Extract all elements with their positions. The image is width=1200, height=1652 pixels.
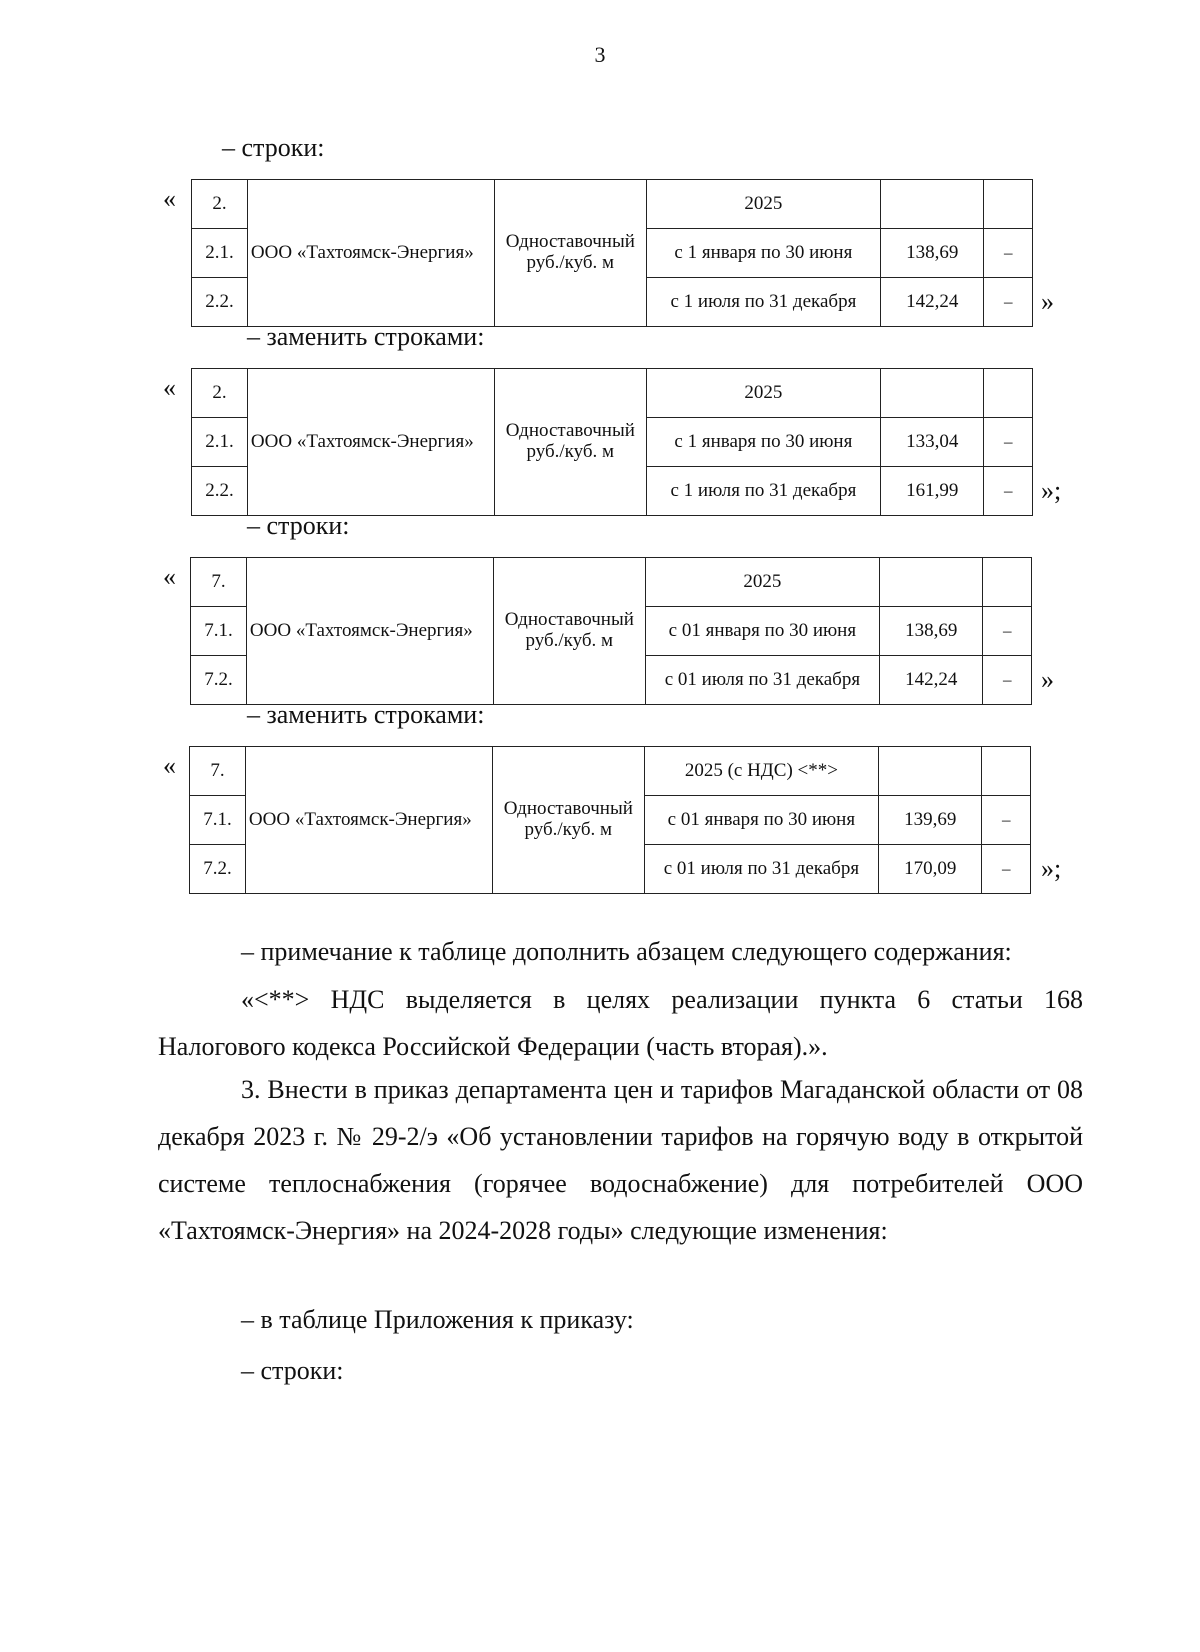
- note-text: «<**> НДС выделяется в целях реализации пункта 6 статьи 168 Налогового кодекса Российской Федерации (часть вторая).».: [158, 985, 1083, 1061]
- organization-name: ООО «Тахтоямск-Энергия»: [247, 180, 494, 327]
- note-intro: – примечание к таблице дополнить абзацем следующего содержания:: [241, 937, 1012, 966]
- row-number: 2.1.: [192, 229, 248, 278]
- in-table-line: – в таблице Приложения к приказу:: [241, 1305, 634, 1334]
- tariff-method: Одноставочный руб./куб. м: [492, 747, 644, 894]
- value-cell: [879, 747, 982, 796]
- table-row: [190, 747, 1031, 796]
- extra-cell: –: [983, 607, 1032, 656]
- section-heading: – заменить строками:: [247, 322, 485, 351]
- item-3-text: 3. Внести в приказ департамента цен и тарифов Магаданской области от 08 декабря 2023 г. № 29-2/э «Об установлении тарифов на горячую воду в открытой системе теплоснабжения (горячее водоснабжение) для потребителей ООО «Тахтоямск-Энергия» на 2024-2028 годы» следующие изменения:: [158, 1075, 1083, 1245]
- period-cell: с 1 июля по 31 декабря: [646, 278, 880, 327]
- tariff-table: [191, 179, 1033, 327]
- period-cell: с 1 июля по 31 декабря: [646, 467, 880, 516]
- value-cell: 139,69: [879, 796, 982, 845]
- extra-cell: [982, 747, 1031, 796]
- tariff-method: Одноставочный руб./куб. м: [494, 369, 646, 516]
- section-heading: – строки:: [247, 511, 350, 540]
- extra-cell: –: [984, 418, 1033, 467]
- period-cell: с 1 января по 30 июня: [646, 229, 880, 278]
- extra-cell: [984, 180, 1033, 229]
- organization-name: ООО «Тахтоямск-Энергия»: [245, 747, 492, 894]
- row-number: 2.1.: [192, 418, 248, 467]
- close-quote: »;: [1041, 854, 1062, 883]
- open-quote: «: [163, 184, 176, 213]
- table-row: [191, 558, 1032, 607]
- period-cell: с 01 января по 30 июня: [645, 607, 879, 656]
- extra-cell: –: [982, 845, 1031, 894]
- period-cell: с 1 января по 30 июня: [646, 418, 880, 467]
- row-number: 7.: [191, 558, 247, 607]
- value-cell: 142,24: [880, 656, 983, 705]
- value-cell: 170,09: [879, 845, 982, 894]
- close-quote: »: [1041, 287, 1054, 316]
- period-cell: 2025: [645, 558, 879, 607]
- organization-name: ООО «Тахтоямск-Энергия»: [247, 369, 494, 516]
- section-heading: – строки:: [222, 133, 325, 162]
- row-number: 7.1.: [190, 796, 246, 845]
- extra-cell: [984, 369, 1033, 418]
- period-cell: с 01 июля по 31 декабря: [645, 656, 879, 705]
- period-cell: с 01 июля по 31 декабря: [644, 845, 878, 894]
- table-row: [192, 180, 1033, 229]
- value-cell: 138,69: [881, 229, 984, 278]
- value-cell: 138,69: [880, 607, 983, 656]
- extra-cell: –: [984, 278, 1033, 327]
- row-number: 7.1.: [191, 607, 247, 656]
- row-number: 2.2.: [192, 467, 248, 516]
- period-cell: 2025: [646, 180, 880, 229]
- open-quote: «: [163, 373, 176, 402]
- value-cell: [881, 180, 984, 229]
- close-quote: »: [1041, 665, 1054, 694]
- organization-name: ООО «Тахтоямск-Энергия»: [246, 558, 493, 705]
- page-number: 3: [594, 42, 606, 67]
- extra-cell: –: [983, 656, 1032, 705]
- period-cell: с 01 января по 30 июня: [644, 796, 878, 845]
- row-number: 2.2.: [192, 278, 248, 327]
- table-row: [192, 369, 1033, 418]
- extra-cell: –: [982, 796, 1031, 845]
- tariff-table: [189, 746, 1031, 894]
- value-cell: 142,24: [881, 278, 984, 327]
- open-quote: «: [163, 751, 176, 780]
- close-quote: »;: [1041, 476, 1062, 505]
- row-number: 2.: [192, 369, 248, 418]
- period-cell: 2025: [646, 369, 880, 418]
- extra-cell: [983, 558, 1032, 607]
- row-number: 7.: [190, 747, 246, 796]
- tariff-method: Одноставочный руб./куб. м: [494, 180, 646, 327]
- extra-cell: –: [984, 229, 1033, 278]
- section-heading: – заменить строками:: [247, 700, 485, 729]
- value-cell: 161,99: [881, 467, 984, 516]
- row-number: 7.2.: [191, 656, 247, 705]
- row-number: 2.: [192, 180, 248, 229]
- rows-label: – строки:: [241, 1356, 344, 1385]
- row-number: 7.2.: [190, 845, 246, 894]
- extra-cell: –: [984, 467, 1033, 516]
- tariff-method: Одноставочный руб./куб. м: [493, 558, 645, 705]
- period-cell: 2025 (с НДС) <**>: [644, 747, 878, 796]
- value-cell: 133,04: [881, 418, 984, 467]
- tariff-table: [191, 368, 1033, 516]
- value-cell: [880, 558, 983, 607]
- value-cell: [881, 369, 984, 418]
- tariff-table: [190, 557, 1032, 705]
- open-quote: «: [163, 562, 176, 591]
